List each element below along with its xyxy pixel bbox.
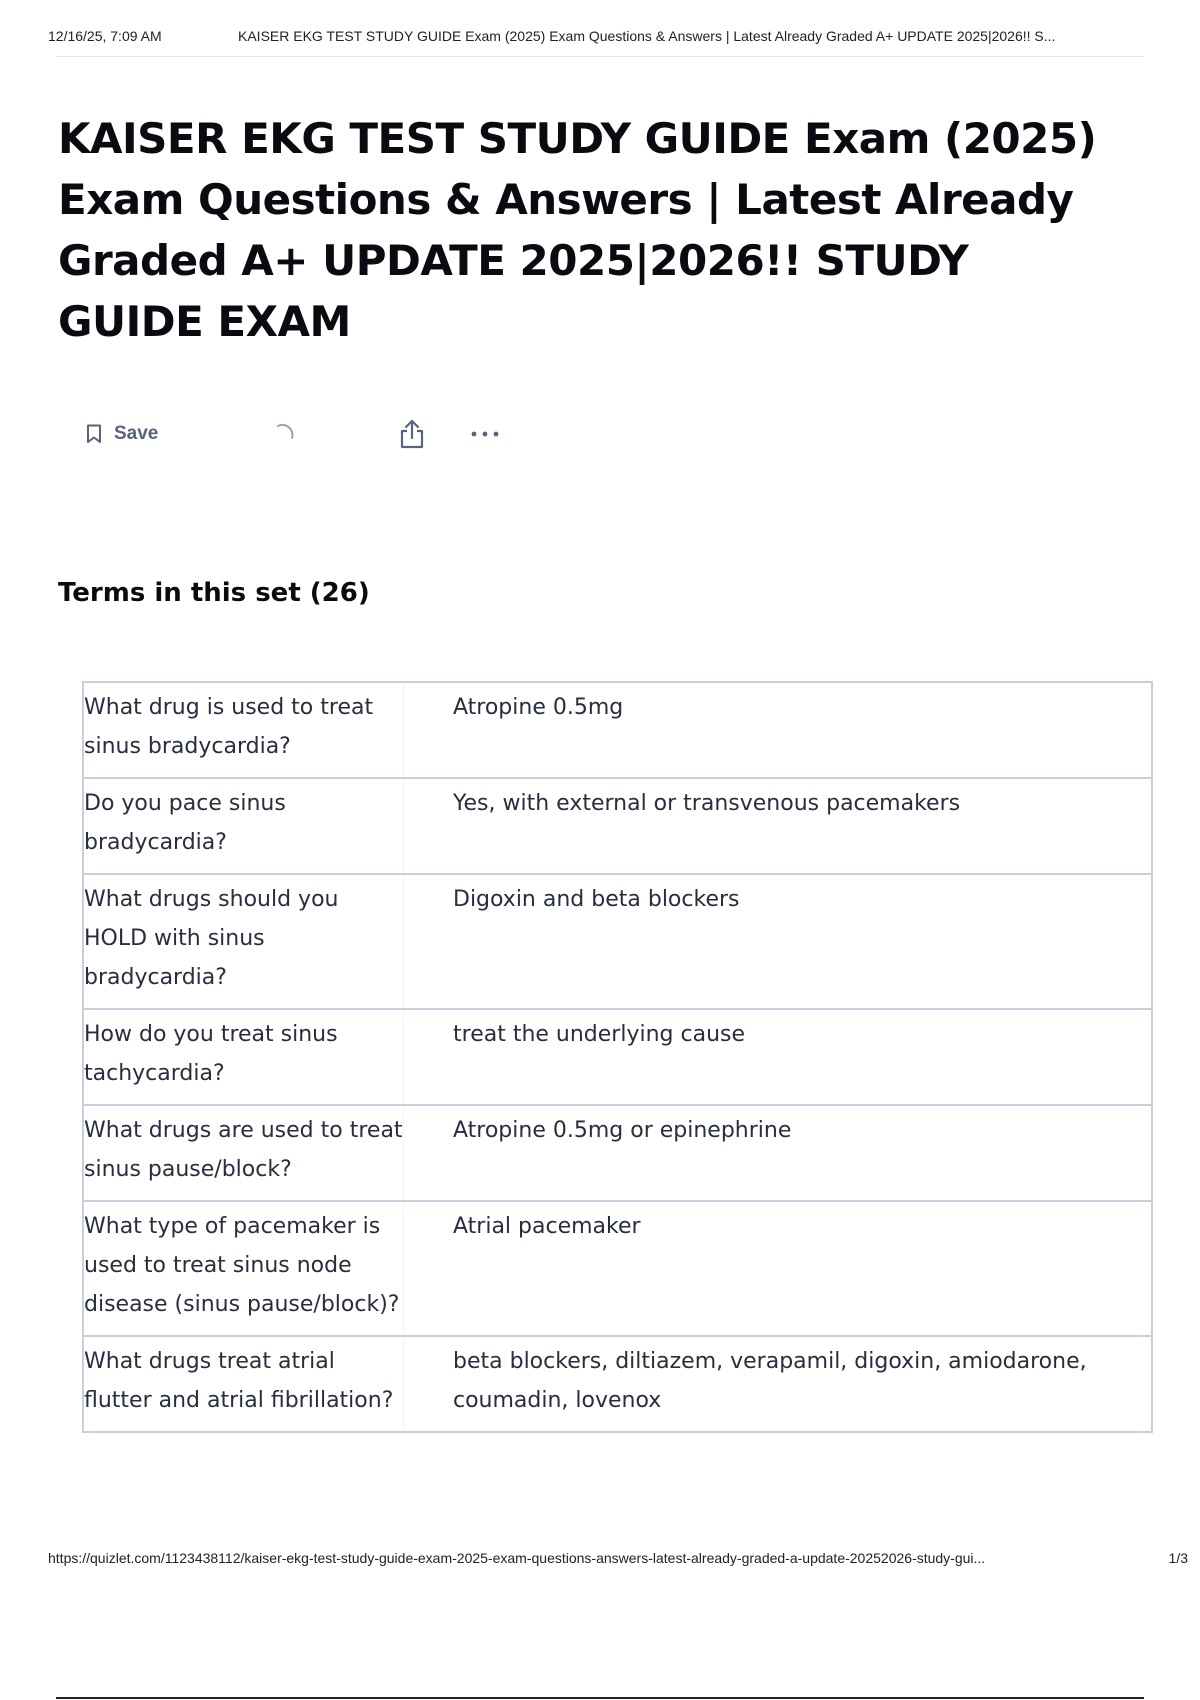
definition-text: Digoxin and beta blockers <box>453 887 740 912</box>
term-row <box>82 873 1153 1010</box>
print-date: 12/16/25, 7:09 AM <box>48 28 162 44</box>
term-row <box>82 1104 1153 1202</box>
more-icon <box>470 430 500 438</box>
term-row <box>82 1200 1153 1337</box>
definition-text: Atropine 0.5mg <box>453 695 624 720</box>
definition-text: beta blockers, diltiazem, verapamil, digoxin, amiodarone, coumadin, lovenox <box>453 1349 1087 1413</box>
term-row <box>82 1335 1153 1433</box>
term-text: What drugs should you HOLD with sinus bradycardia? <box>84 875 404 1008</box>
term-text: How do you treat sinus tachycardia? <box>84 1010 404 1104</box>
definition-text: treat the underlying cause <box>453 1022 746 1047</box>
term-row <box>82 1008 1153 1106</box>
save-label: Save <box>114 423 159 444</box>
term-text: Do you pace sinus bradycardia? <box>84 779 404 873</box>
term-text: What drug is used to treat sinus bradycardia? <box>84 683 404 777</box>
definition-text: Atrial pacemaker <box>453 1214 641 1239</box>
loading-spinner-icon <box>272 422 296 446</box>
share-icon <box>398 418 426 450</box>
definition-text: Yes, with external or transvenous pacemakers <box>453 791 961 816</box>
more-options-button[interactable] <box>470 414 500 454</box>
term-text: What drugs treat atrial flutter and atrial fibrillation? <box>84 1337 404 1431</box>
term-row <box>82 681 1153 779</box>
header-divider <box>56 56 1144 57</box>
term-text: What drugs are used to treat sinus pause/block? <box>84 1106 404 1200</box>
print-doc-title: KAISER EKG TEST STUDY GUIDE Exam (2025) Exam Questions & Answers | Latest Already Graded A+ UPDATE 2025|2026!! S... <box>238 28 1056 44</box>
term-text: What type of pacemaker is used to treat sinus node disease (sinus pause/block)? <box>84 1202 404 1335</box>
term-row <box>82 777 1153 875</box>
terms-heading: Terms in this set (26) <box>58 578 370 608</box>
definition-text: Atropine 0.5mg or epinephrine <box>453 1118 792 1143</box>
share-button[interactable] <box>398 414 426 454</box>
bookmark-icon <box>86 424 102 444</box>
page-number: 1/3 <box>1168 1550 1188 1566</box>
save-button[interactable] <box>86 414 158 454</box>
page-url: https://quizlet.com/1123438112/kaiser-ekg-test-study-guide-exam-2025-exam-questions-answers-latest-already-graded-a-update-20252026-study-gui... <box>48 1550 986 1566</box>
bottom-divider <box>56 1697 1144 1699</box>
page-title: KAISER EKG TEST STUDY GUIDE Exam (2025) Exam Questions & Answers | Latest Already Graded A+ UPDATE 2025|2026!! STUDY GUIDE EXAM <box>58 114 1097 346</box>
terms-table <box>82 681 1153 1433</box>
